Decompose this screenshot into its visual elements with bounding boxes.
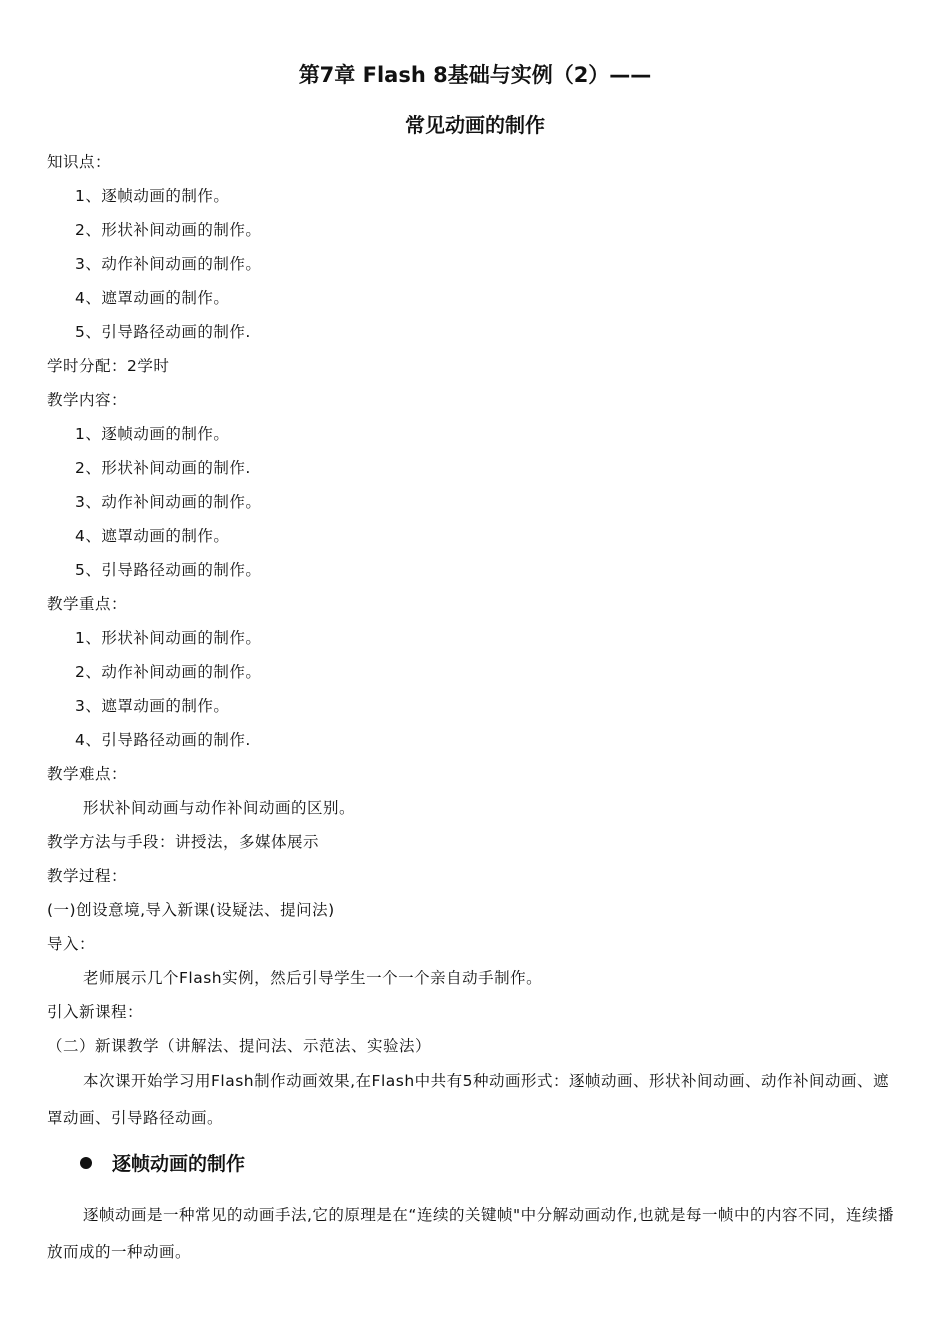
key-point-item: 4、引导路径动画的制作. bbox=[75, 731, 251, 749]
chapter-title: 第7章 Flash 8基础与实例（2）—— bbox=[298, 63, 652, 87]
hours-allocation: 学时分配：2学时 bbox=[47, 357, 170, 375]
content-item: 2、形状补间动画的制作. bbox=[75, 459, 251, 477]
new-course-label: 引入新课程： bbox=[47, 1003, 144, 1021]
teaching-methods: 教学方法与手段：讲授法，多媒体展示 bbox=[47, 833, 320, 851]
key-point-item: 3、遮罩动画的制作。 bbox=[75, 697, 230, 715]
key-point-item: 1、形状补间动画的制作。 bbox=[75, 629, 262, 647]
process-step-1: (一)创设意境,导入新课(设疑法、提问法) bbox=[47, 901, 335, 919]
process-step-2: （二）新课教学（讲解法、提问法、示范法、实验法） bbox=[47, 1037, 432, 1055]
key-point-item: 2、动作补间动画的制作。 bbox=[75, 663, 262, 681]
content-item: 3、动作补间动画的制作。 bbox=[75, 493, 262, 511]
section-paragraph: 逐帧动画是一种常见的动画手法,它的原理是在“连续的关键帧"中分解动画动作,也就是每一帧中的内容不同，连续播放而成的一种动画。 bbox=[47, 1206, 895, 1261]
section-heading-text: 逐帧动画的制作 bbox=[112, 1153, 246, 1175]
knowledge-item: 3、动作补间动画的制作。 bbox=[75, 255, 262, 273]
step-2-paragraph: 本次课开始学习用Flash制作动画效果,在Flash中共有5种动画形式：逐帧动画、形状补间动画、动作补间动画、遮罩动画、引导路径动画。 bbox=[47, 1072, 890, 1127]
knowledge-item: 2、形状补间动画的制作。 bbox=[75, 221, 262, 239]
knowledge-item: 5、引导路径动画的制作. bbox=[75, 323, 251, 341]
process-label: 教学过程： bbox=[47, 867, 128, 885]
knowledge-item: 4、遮罩动画的制作。 bbox=[75, 289, 230, 307]
chapter-subtitle: 常见动画的制作 bbox=[405, 113, 545, 137]
bullet-icon bbox=[80, 1157, 92, 1169]
section-heading bbox=[80, 1150, 245, 1178]
content-label: 教学内容： bbox=[47, 391, 128, 409]
difficulties-text: 形状补间动画与动作补间动画的区别。 bbox=[83, 799, 356, 817]
key-points-label: 教学重点： bbox=[47, 595, 128, 613]
knowledge-item: 1、逐帧动画的制作。 bbox=[75, 187, 230, 205]
content-item: 4、遮罩动画的制作。 bbox=[75, 527, 230, 545]
intro-label: 导入： bbox=[47, 935, 96, 953]
intro-text: 老师展示几个Flash实例，然后引导学生一个一个亲自动手制作。 bbox=[83, 969, 543, 987]
content-item: 1、逐帧动画的制作。 bbox=[75, 425, 230, 443]
content-item: 5、引导路径动画的制作。 bbox=[75, 561, 262, 579]
knowledge-label: 知识点： bbox=[47, 153, 112, 171]
difficulties-label: 教学难点： bbox=[47, 765, 128, 783]
